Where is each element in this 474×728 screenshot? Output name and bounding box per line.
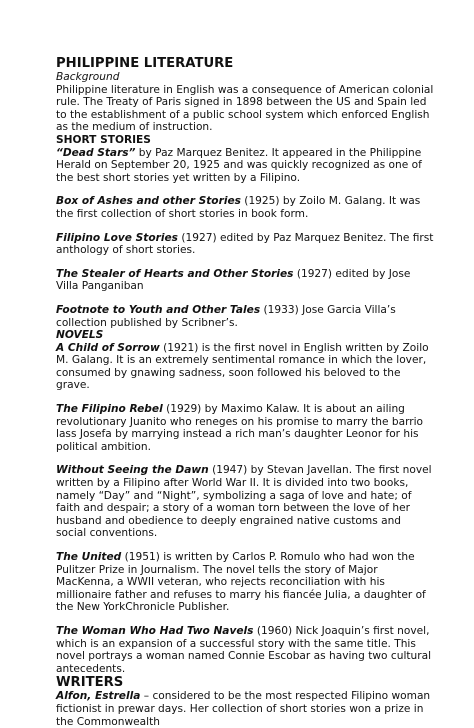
entry-text: (1927) edited by Paz Marquez Benitez. The first anthology of short stories. xyxy=(56,231,434,257)
novel-entry xyxy=(56,403,434,453)
background-label: Background xyxy=(56,71,120,83)
writer-entry xyxy=(56,690,434,728)
novel-entry xyxy=(56,625,434,675)
entry-title: Filipino Love Stories xyxy=(56,231,178,244)
entry-title: A Child of Sorrow xyxy=(56,341,160,354)
background-text: Philippine literature in English was a consequence of American colonial rule. The Treaty of Paris signed in 1898 between the US and Spain led to the establishment of a public school system which enforced English as the medium of instruction. xyxy=(56,83,434,134)
entry-title: The United xyxy=(56,551,122,563)
entry-title: Footnote to Youth and Other Tales xyxy=(56,303,261,316)
writers-heading: WRITERS xyxy=(56,675,124,691)
novel-entry xyxy=(56,342,434,392)
entry-text: (1960) Nick Joaquin’s first novel, which is an expansion of a successful story with the same title. This novel portrays a woman named Connie Escobar as having two cultural antecedents. xyxy=(56,624,432,675)
short-story-entry xyxy=(56,195,434,220)
entry-title: Box of Ashes and other Stories xyxy=(56,195,241,208)
short-story-entry xyxy=(56,147,434,185)
entry-text: – considered to be the most respected Filipino woman fictionist in prewar days. Her collection of short stories won a prize in the Commonwealth xyxy=(56,690,431,728)
entry-text: (1921) is the first novel in English written by Zoilo M. Galang. It is an extremely sentimental romance in which the lover, consumed by gnawing sadness, soon followed his beloved to the grave. xyxy=(56,341,429,392)
entry-title: The Stealer of Hearts and Other Stories xyxy=(56,267,294,280)
entry-text: (1927) edited by Jose Villa Panganiban xyxy=(56,267,411,293)
short-story-entry xyxy=(56,268,434,293)
entry-text: (1925) by Zoilo M. Galang. It was the first collection of short stories in book form. xyxy=(56,195,421,220)
novel-entry xyxy=(56,464,434,540)
short-story-entry xyxy=(56,304,434,329)
entry-title: The Woman Who Had Two Navels xyxy=(56,624,254,637)
entry-text: by Paz Marquez Benitez. It appeared in the Philippine Herald on September 20, 1925 and was quickly recognized as one of the best short stories yet written by a Filipino. xyxy=(56,146,422,184)
short-story-entry xyxy=(56,232,434,257)
entry-text: (1929) by Maximo Kalaw. It is about an ailing revolutionary Juanito who reneges on his promise to marry the barrio lass Josefa by marrying instead a rich man’s daughter Leonor for his political ambition. xyxy=(56,403,424,453)
document-title: PHILIPPINE LITERATURE xyxy=(56,56,234,71)
novel-entry xyxy=(56,551,434,614)
entry-title: The Filipino Rebel xyxy=(56,403,163,416)
entry-title: Without Seeing the Dawn xyxy=(56,464,209,477)
novels-heading: NOVELS xyxy=(56,329,104,342)
entry-title: Alfon, Estrella xyxy=(56,690,141,703)
entry-text: (1933) Jose Garcia Villa’s collection published by Scribner’s. xyxy=(56,303,396,329)
entry-title: “Dead Stars” xyxy=(56,146,136,159)
entry-text: (1951) is written by Carlos P. Romulo who had won the Pulitzer Prize in Journalism. The novel tells the story of Major MacKenna, a WWII veteran, who rejects reconciliation with his millionaire father and refuses to marry his fiancée Julia, a daughter of the New YorkChronicle Publisher. xyxy=(56,551,426,614)
entry-text: (1947) by Stevan Javellan. The first novel written by a Filipino after World War II. It is divided into two books, namely “Day” and “Night”, symbolizing a saga of love and hate; of faith and despair; a story of a woman torn between the love of her husband and obedience to deeply engrained native customs and social conventions. xyxy=(56,464,432,540)
short-stories-heading: SHORT STORIES xyxy=(56,133,151,146)
